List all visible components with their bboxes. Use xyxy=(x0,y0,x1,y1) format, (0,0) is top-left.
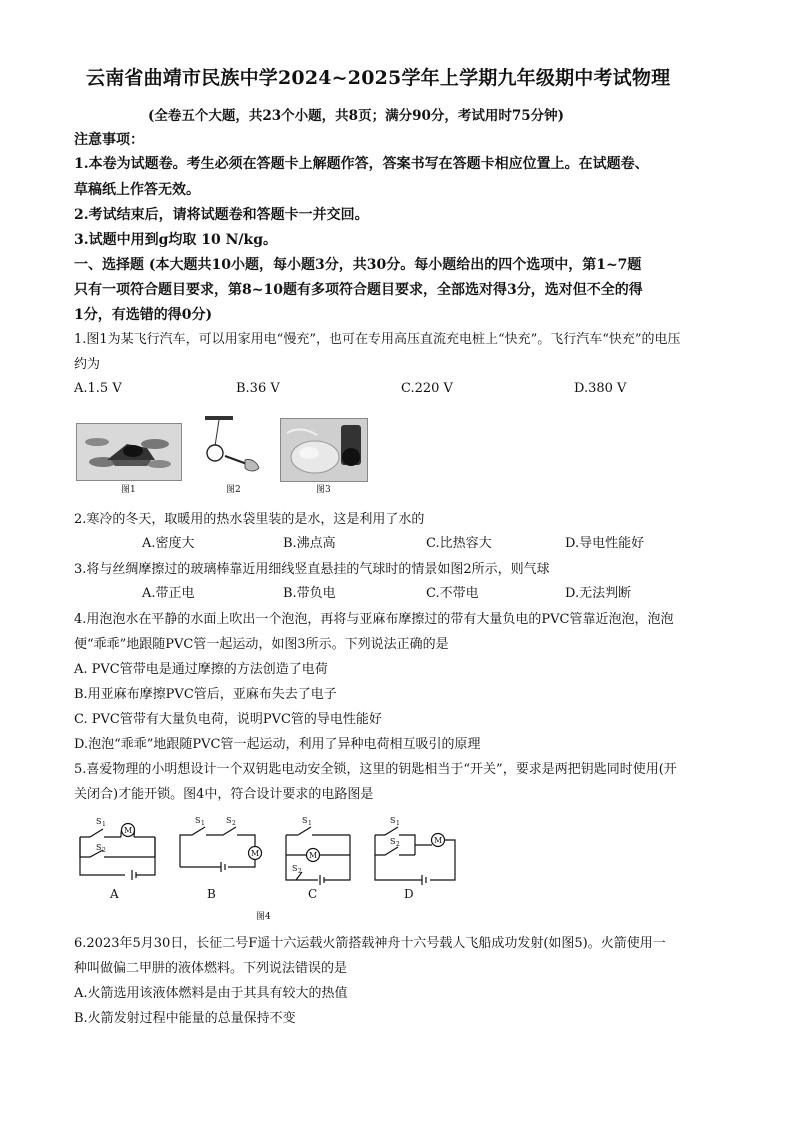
circuit-a-label: A xyxy=(110,887,119,901)
q4-option-d: D.泡泡“乖乖”地跟随PVC管一起运动，利用了异种电荷相互吸引的原理 xyxy=(74,737,481,752)
figure-3-caption: 图3 xyxy=(316,485,331,495)
circuit-c-label: C xyxy=(308,887,318,901)
q1-option-a: A.1.5 V xyxy=(74,381,122,396)
figure-1-flying-car xyxy=(76,423,182,481)
circuit-b-label: B xyxy=(207,887,216,901)
q2-option-d: D.导电性能好 xyxy=(565,536,645,551)
q2-stem: 2.寒冷的冬天，取暖用的热水袋里装的是水，这是利用了水的 xyxy=(74,512,425,527)
q6-stem-line-1: 6.2023年5月30日，长征二号F遥十六运载火箭搭载神舟十六号载人飞船成功发射(如图5)。火箭使用一 xyxy=(74,936,666,951)
notice-line-2: 2.考试结束后，请将试题卷和答题卡一并交回。 xyxy=(74,207,369,223)
svg-text:S: S xyxy=(292,864,298,873)
section-heading-1: 一、选择题 (本大题共10小题，每小题3分，共30分。每小题给出的四个选项中，第1~7题 xyxy=(74,257,642,273)
svg-text:M: M xyxy=(309,851,318,860)
q2-option-b: B.沸点高 xyxy=(283,536,336,551)
q6-stem-line-2: 种叫做偏二甲肼的液体燃料。下列说法错误的是 xyxy=(74,961,348,976)
q1-stem-line-1: 1.图1为某飞行汽车，可以用家用电“慢充”，也可在专用高压直流充电桩上“快充”。飞行汽车“快充”的电压 xyxy=(74,332,681,347)
svg-text:M: M xyxy=(434,836,443,845)
q5-stem-line-1: 5.喜爱物理的小明想设计一个双钥匙电动安全锁，这里的钥匙相当于“开关”，要求是两把钥匙同时使用(开 xyxy=(74,762,677,777)
circuit-c xyxy=(286,827,350,885)
page-subtitle: (全卷五个大题，共23个小题，共8页；满分90分，考试用时75分钟) xyxy=(148,108,565,124)
q6-option-a: A.火箭选用该液体燃料是由于其具有较大的热值 xyxy=(74,986,348,1001)
page-title: 云南省曲靖市民族中学2024~2025学年上学期九年级期中考试物理 xyxy=(86,67,671,89)
notice-line-1b: 草稿纸上作答无效。 xyxy=(74,182,200,198)
svg-text:S: S xyxy=(302,816,308,825)
svg-text:1: 1 xyxy=(396,820,400,827)
svg-text:S: S xyxy=(195,816,201,825)
svg-text:S: S xyxy=(226,816,232,825)
notice-heading: 注意事项： xyxy=(74,132,144,148)
svg-text:S: S xyxy=(96,817,102,826)
q3-option-a: A.带正电 xyxy=(142,586,195,601)
figure-3-bubble xyxy=(280,418,368,482)
q4-option-a: A. PVC管带电是通过摩擦的方法创造了电荷 xyxy=(74,662,328,677)
svg-text:S: S xyxy=(390,816,396,825)
circuit-b xyxy=(180,827,262,872)
q3-option-d: D.无法判断 xyxy=(565,586,632,601)
circuit-d xyxy=(375,827,455,885)
q4-stem-line-2: 便“乖乖”地跟随PVC管一起运动，如图3所示。下列说法正确的是 xyxy=(74,637,449,652)
figure-4-caption: 图4 xyxy=(256,912,271,922)
circuit-d-label: D xyxy=(404,887,414,901)
svg-text:1: 1 xyxy=(308,820,312,827)
figure-2-caption: 图2 xyxy=(226,485,241,495)
q1-option-d: D.380 V xyxy=(574,381,627,396)
svg-text:S: S xyxy=(96,843,102,852)
q4-stem-line-1: 4.用泡泡水在平静的水面上吹出一个泡泡，再将与亚麻布摩擦过的带有大量负电的PVC管靠近泡泡，泡泡 xyxy=(74,612,674,627)
svg-text:2: 2 xyxy=(298,868,302,875)
q1-stem-line-2: 约为 xyxy=(74,357,101,372)
section-heading-2: 只有一项符合题目要求，第8~10题有多项符合题目要求，全部选对得3分，选对但不全的得 xyxy=(74,282,643,298)
q1-option-c: C.220 V xyxy=(401,381,453,396)
svg-text:2: 2 xyxy=(232,820,236,827)
svg-text:2: 2 xyxy=(102,847,106,854)
svg-text:2: 2 xyxy=(396,841,400,848)
q2-option-c: C.比热容大 xyxy=(426,536,492,551)
svg-text:S: S xyxy=(390,837,396,846)
figure-2-balloon xyxy=(195,416,267,482)
q1-option-b: B.36 V xyxy=(236,381,280,396)
q3-option-b: B.带负电 xyxy=(283,586,336,601)
svg-text:M: M xyxy=(251,849,260,858)
q5-stem-line-2: 关闭合)才能开锁。图4中，符合设计要求的电路图是 xyxy=(74,787,374,802)
q4-option-c: C. PVC管带有大量负电荷，说明PVC管的导电性能好 xyxy=(74,712,382,727)
q2-option-a: A.密度大 xyxy=(142,536,195,551)
circuit-a xyxy=(80,824,155,881)
section-heading-3: 1分，有选错的得0分) xyxy=(74,307,213,323)
notice-line-3: 3.试题中用到g均取 10 N/kg。 xyxy=(74,232,278,248)
figure-1-caption: 图1 xyxy=(121,485,136,495)
svg-text:1: 1 xyxy=(201,820,205,827)
q6-option-b: B.火箭发射过程中能量的总量保持不变 xyxy=(74,1011,296,1026)
notice-line-1: 1.本卷为试题卷。考生必须在答题卡上解题作答，答案书写在答题卡相应位置上。在试题卷、 xyxy=(74,156,649,172)
q4-option-b: B.用亚麻布摩擦PVC管后，亚麻布失去了电子 xyxy=(74,687,337,702)
q3-stem: 3.将与丝绸摩擦过的玻璃棒靠近用细线竖直悬挂的气球时的情景如图2所示，则气球 xyxy=(74,562,550,577)
q3-option-c: C.不带电 xyxy=(426,586,479,601)
svg-text:1: 1 xyxy=(102,821,106,828)
svg-text:M: M xyxy=(124,826,133,835)
